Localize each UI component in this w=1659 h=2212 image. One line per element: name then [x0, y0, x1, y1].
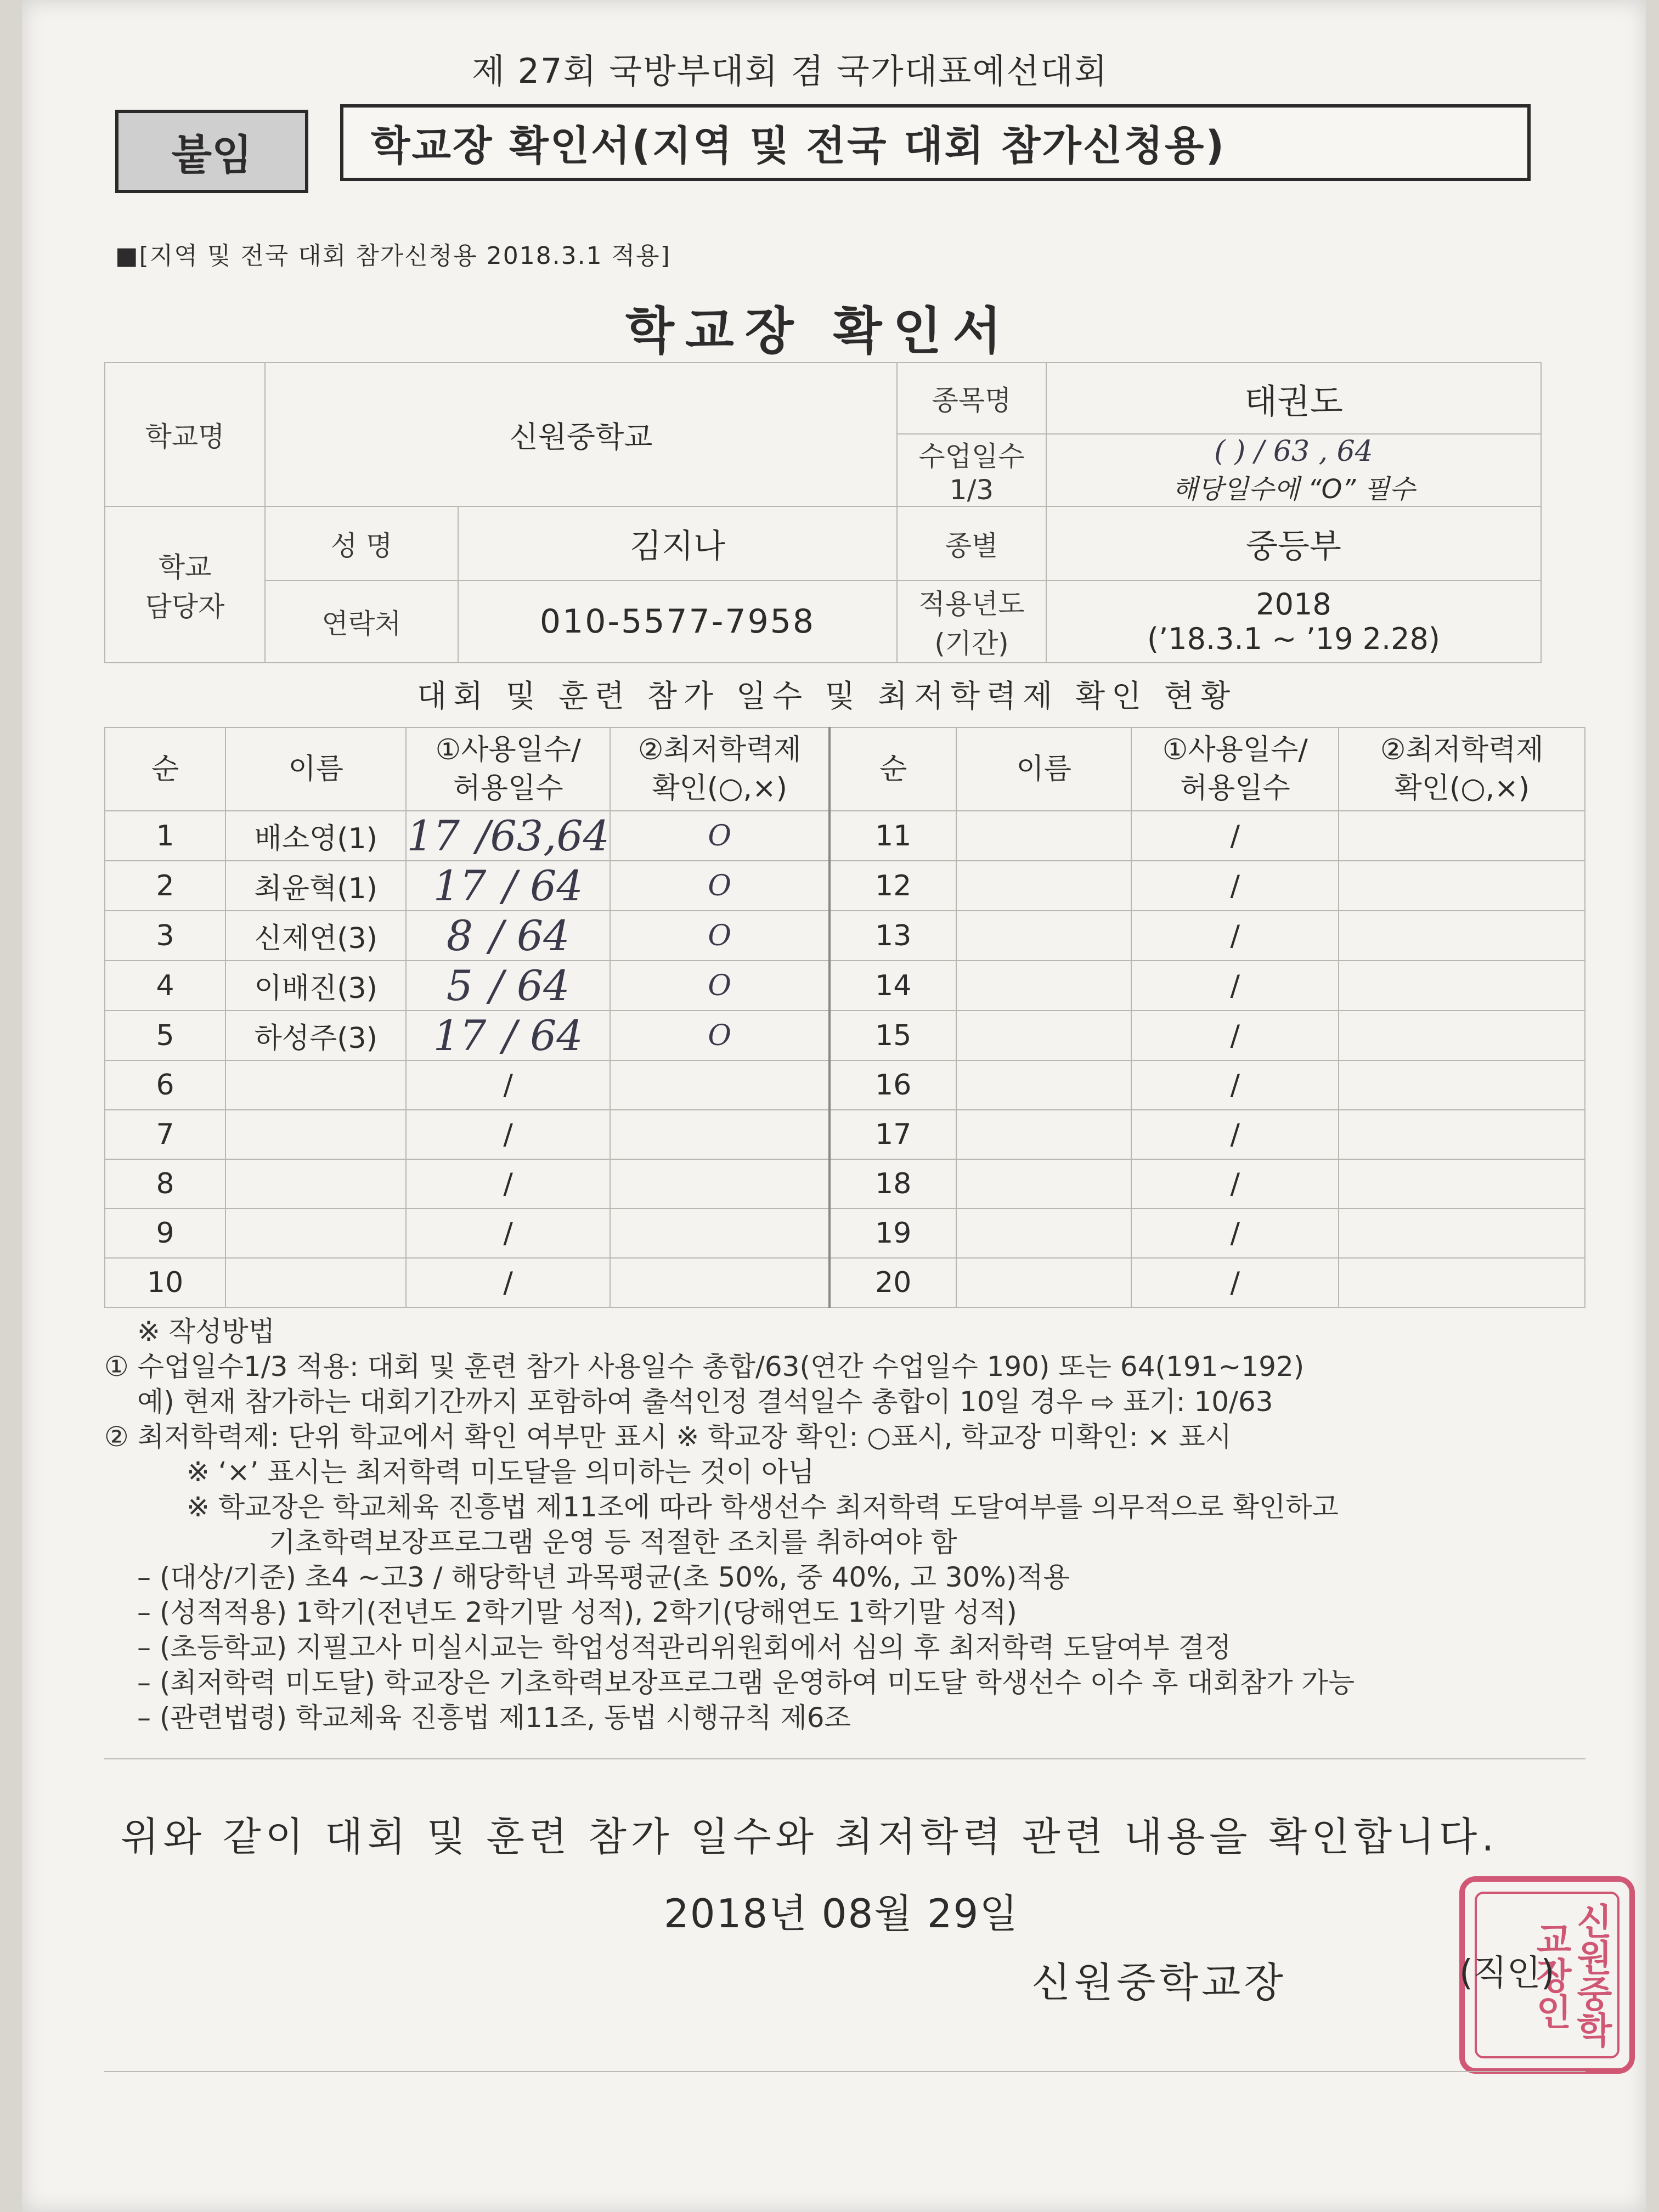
name-label: 성 명	[265, 506, 458, 580]
roster-no: 11	[830, 811, 956, 861]
roster-name	[956, 1060, 1131, 1110]
used-days: 8	[446, 911, 473, 960]
roster-days	[1131, 861, 1339, 911]
roster-days	[406, 1159, 610, 1209]
notes-heading: ※ 작성방법	[137, 1316, 275, 1347]
note-2b: ※ 학교장은 학교체육 진흥법 제11조에 따라 학생선수 최저학력 도달여부를 의무적으로 확인하고	[187, 1491, 1339, 1523]
roster-check	[610, 1060, 830, 1110]
event-title: 제 27회 국방부대회 겸 국가대표예선대회	[472, 51, 1108, 91]
roster-name	[956, 861, 1131, 911]
table-row	[105, 1209, 1585, 1258]
used-days: 5	[446, 961, 473, 1010]
roster-check: O	[610, 911, 830, 961]
roster-name	[956, 1209, 1131, 1258]
roster-name	[956, 811, 1131, 861]
attachment-tag: 붙임	[115, 110, 308, 193]
slash-divider: /	[1230, 1217, 1240, 1250]
table-row	[105, 811, 1585, 861]
roster-name	[225, 1060, 406, 1110]
roster-days	[406, 811, 610, 861]
roster-check	[1339, 1060, 1585, 1110]
table-row	[105, 961, 1585, 1011]
detail-3: – (초등학교) 지필고사 미실시교는 학업성적관리위원회에서 심의 후 최저학력 도달여부 결정	[137, 1632, 1232, 1663]
document-page	[22, 0, 1646, 2212]
confirmation-date: 2018년 08월 29일	[664, 1891, 1019, 1937]
manager-label-line1: 학교	[158, 551, 212, 583]
note-1-example: 예) 현재 참가하는 대회기간까지 포함하여 출석인정 결석일수 총합이 10일 경우 ⇨ 표기: 10/63	[137, 1386, 1273, 1418]
roster-name: 배소영(1)	[225, 811, 406, 861]
roster-check	[1339, 911, 1585, 961]
year-label-line2: (기간)	[934, 628, 1009, 659]
sport-label: 종목명	[897, 363, 1046, 434]
roster-check	[1339, 1110, 1585, 1159]
roster-check	[1339, 1209, 1585, 1258]
roster-no: 10	[105, 1258, 225, 1307]
roster-name: 최윤혁(1)	[225, 861, 406, 911]
allowed-days: / 64	[489, 961, 570, 1010]
roster-no: 14	[830, 961, 956, 1011]
col-name-left: 이름	[225, 727, 406, 811]
class-days-label	[897, 434, 1046, 506]
roster-check	[1339, 1159, 1585, 1209]
year-cell	[1046, 580, 1541, 663]
roster-check	[610, 1209, 830, 1258]
roster-days	[406, 961, 610, 1011]
class-days-label-line2: 1/3	[949, 474, 994, 506]
roster-name	[225, 1209, 406, 1258]
roster-days	[1131, 961, 1339, 1011]
col-check-left	[610, 727, 830, 811]
class-days-value: ( ) / 63 , 64	[1214, 435, 1373, 468]
detail-2: – (성적적용) 1학기(전년도 2학기말 성적), 2학기(당해연도 1학기말 성적)	[137, 1596, 1017, 1628]
roster-check	[1339, 961, 1585, 1011]
roster-no: 16	[830, 1060, 956, 1110]
slash-divider: /	[1230, 1069, 1240, 1102]
slash-divider: /	[503, 1069, 513, 1102]
roster-no: 15	[830, 1011, 956, 1060]
class-days-label-line1: 수업일수	[918, 441, 1025, 472]
roster-days	[406, 1258, 610, 1307]
manager-label	[105, 506, 265, 663]
slash-divider: /	[503, 1217, 513, 1250]
allowed-days: / 64	[489, 911, 570, 960]
col-days-left-line1: ①사용일수/	[435, 733, 581, 766]
roster-name: 신제연(3)	[225, 911, 406, 961]
manager-name: 김지나	[458, 506, 897, 580]
slash-divider: /	[1230, 1167, 1240, 1200]
roster-no: 9	[105, 1209, 225, 1258]
roster-no: 18	[830, 1159, 956, 1209]
roster-days	[1131, 1110, 1339, 1159]
note-2: ② 최저학력제: 단위 학교에서 확인 여부만 표시 ※ 학교장 확인: ○표시, 학교장 미확인: × 표시	[104, 1421, 1232, 1453]
slash-divider: /	[1230, 819, 1240, 853]
roster-days	[406, 911, 610, 961]
note-2a: ※ ‘×’ 표시는 최저학력 미도달을 의미하는 것이 아님	[187, 1456, 815, 1488]
roster-days	[1131, 1209, 1339, 1258]
roster-name	[956, 1159, 1131, 1209]
contact: 010-5577-7958	[458, 580, 897, 663]
roster-header-row	[105, 727, 1585, 811]
roster-no: 17	[830, 1110, 956, 1159]
slash-divider: /	[503, 1266, 513, 1299]
roster-check: O	[610, 1011, 830, 1060]
table-row	[105, 1011, 1585, 1060]
roster-days	[1131, 1159, 1339, 1209]
roster-name	[225, 1258, 406, 1307]
roster-table	[104, 727, 1585, 1308]
roster-no: 13	[830, 911, 956, 961]
detail-1: – (대상/기준) 초4 ~고3 / 해당학년 과목평균(초 50%, 중 40%, 고 30%)적용	[137, 1561, 1070, 1593]
info-table	[104, 362, 1542, 663]
class-days-hint: 해당일수에 “O” 필수	[1172, 473, 1415, 505]
roster-body	[105, 811, 1585, 1307]
roster-no: 7	[105, 1110, 225, 1159]
divider	[104, 1758, 1585, 1759]
col-days-left	[406, 727, 610, 811]
slash-divider: /	[1230, 869, 1240, 902]
roster-check	[610, 1159, 830, 1209]
roster-no: 8	[105, 1159, 225, 1209]
roster-name	[956, 911, 1131, 961]
roster-no: 6	[105, 1060, 225, 1110]
roster-days	[406, 1209, 610, 1258]
principal-name: 신원중학교장	[1031, 1959, 1286, 2006]
seal-label: (직인)	[1459, 1953, 1555, 1994]
roster-days	[1131, 1258, 1339, 1307]
sport: 태권도	[1046, 363, 1541, 434]
roster-name: 하성주(3)	[225, 1011, 406, 1060]
note-1: ① 수업일수1/3 적용: 대회 및 훈련 참가 사용일수 총합/63(연간 수업일수 190) 또는 64(191~192)	[104, 1351, 1305, 1383]
roster-check	[1339, 861, 1585, 911]
allowed-days: / 64	[503, 861, 583, 910]
roster-check	[610, 1110, 830, 1159]
roster-check	[1339, 811, 1585, 861]
roster-no: 12	[830, 861, 956, 911]
detail-5: – (관련법령) 학교체육 진흥법 제11조, 동법 시행규칙 제6조	[137, 1702, 851, 1734]
document-title: 학교장 확인서	[625, 302, 1013, 360]
col-days-left-line2: 허용일수	[453, 772, 563, 805]
col-check-right	[1339, 727, 1585, 811]
table-row	[105, 1110, 1585, 1159]
roster-no: 4	[105, 961, 225, 1011]
year: 2018	[1256, 587, 1331, 622]
division: 중등부	[1046, 506, 1541, 580]
roster-days	[1131, 1011, 1339, 1060]
used-days: 17	[433, 861, 487, 910]
bottom-divider	[104, 2071, 1585, 2072]
col-no-left: 순	[105, 727, 225, 811]
apply-note: ■[지역 및 전국 대회 참가신청용 2018.3.1 적용]	[115, 242, 671, 270]
roster-no: 3	[105, 911, 225, 961]
roster-days	[406, 1060, 610, 1110]
roster-days	[1131, 1060, 1339, 1110]
slash-divider: /	[503, 1118, 513, 1151]
table-row	[105, 1258, 1585, 1307]
roster-name	[956, 961, 1131, 1011]
roster-name	[225, 1110, 406, 1159]
table-row	[105, 911, 1585, 961]
slash-divider: /	[503, 1167, 513, 1200]
roster-check	[610, 1258, 830, 1307]
col-days-right-line1: ①사용일수/	[1162, 733, 1308, 766]
roster-name	[225, 1159, 406, 1209]
roster-no: 2	[105, 861, 225, 911]
col-check-left-line1: ②최저학력제	[637, 733, 802, 766]
year-label	[897, 580, 1046, 663]
slash-divider: /	[1230, 919, 1240, 952]
slash-divider: /	[1230, 969, 1240, 1002]
roster-check: O	[610, 861, 830, 911]
division-label: 종별	[897, 506, 1046, 580]
slash-divider: /	[1230, 1019, 1240, 1052]
roster-no: 19	[830, 1209, 956, 1258]
roster-no: 20	[830, 1258, 956, 1307]
roster-check	[1339, 1258, 1585, 1307]
roster-days	[406, 861, 610, 911]
roster-days	[1131, 811, 1339, 861]
used-days: 17	[407, 811, 460, 860]
table-row	[105, 1060, 1585, 1110]
slash-divider: /	[1230, 1266, 1240, 1299]
year-label-line1: 적용년도	[918, 588, 1025, 620]
manager-label-line2: 담당자	[145, 590, 225, 623]
col-days-right-line2: 허용일수	[1180, 772, 1290, 805]
allowed-days: /63,64	[476, 811, 610, 860]
form-title: 학교장 확인서(지역 및 전국 대회 참가신청용)	[340, 104, 1531, 181]
col-name-right: 이름	[956, 727, 1131, 811]
section-title: 대회 및 훈련 참가 일수 및 최저학력제 확인 현황	[417, 679, 1237, 714]
school-name: 신원중학교	[265, 363, 897, 506]
school-name-label: 학교명	[105, 363, 265, 506]
roster-check: O	[610, 811, 830, 861]
roster-name: 이배진(3)	[225, 961, 406, 1011]
period: (’18.3.1 ~ ’19 2.28)	[1147, 622, 1440, 656]
roster-name	[956, 1011, 1131, 1060]
table-row	[105, 1159, 1585, 1209]
confirmation-text: 위와 같이 대회 및 훈련 참가 일수와 최저학력 관련 내용을 확인합니다.	[121, 1814, 1499, 1860]
detail-4: – (최저학력 미도달) 학교장은 기초학력보장프로그램 운영하여 미도달 학생선수 이수 후 대회참가 가능	[137, 1667, 1355, 1699]
roster-days	[406, 1110, 610, 1159]
roster-no: 5	[105, 1011, 225, 1060]
allowed-days: / 64	[503, 1011, 583, 1060]
slash-divider: /	[1230, 1118, 1240, 1151]
writing-notes	[104, 1314, 1596, 1735]
col-check-right-line2: 확인(○,×)	[1394, 772, 1530, 805]
class-days-cell	[1046, 434, 1541, 506]
col-days-right	[1131, 727, 1339, 811]
seal-lettering: 신원중학교장인	[1475, 1892, 1620, 2058]
contact-label: 연락처	[265, 580, 458, 663]
roster-check: O	[610, 961, 830, 1011]
roster-days	[1131, 911, 1339, 961]
col-check-right-line1: ②최저학력제	[1380, 733, 1544, 766]
roster-days	[406, 1011, 610, 1060]
table-row	[105, 861, 1585, 911]
roster-check	[1339, 1011, 1585, 1060]
col-check-left-line2: 확인(○,×)	[652, 772, 787, 805]
roster-name	[956, 1258, 1131, 1307]
roster-no: 1	[105, 811, 225, 861]
note-2c: 기초학력보장프로그램 운영 등 적절한 조치를 취하여야 함	[269, 1526, 957, 1558]
col-no-right: 순	[830, 727, 956, 811]
used-days: 17	[433, 1011, 487, 1060]
roster-name	[956, 1110, 1131, 1159]
